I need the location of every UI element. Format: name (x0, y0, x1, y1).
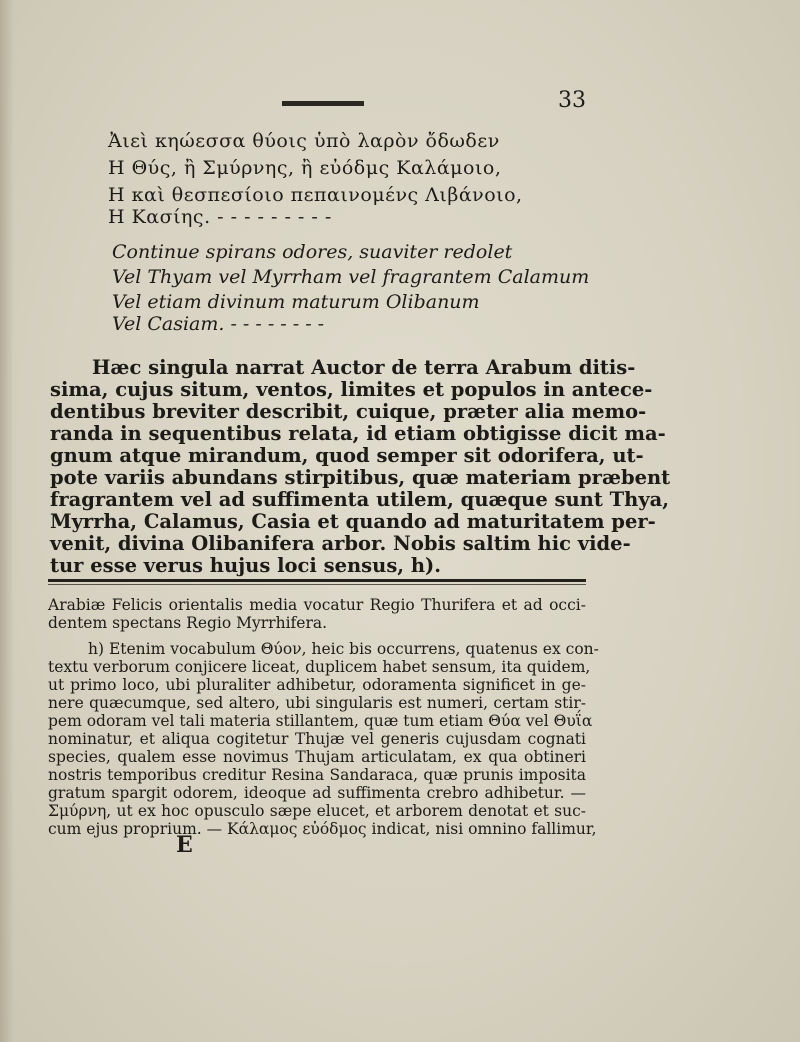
footnote-line: h) Etenim vocabulum Θύον, heic bis occurrens, quatenus ex con- (88, 640, 599, 658)
greek-verse-line: Ἀιεὶ κηώεσσα θύοις ὑπὸ λαρὸν ὄδωδεν (108, 130, 500, 152)
footnote-line: species, qualem esse novimus Thujam articulatam, ex qua obtineri (48, 748, 586, 766)
greek-verse-line: Η καὶ θεσπεσίοιο πεπαινομένς Λιβάνοιο, (108, 184, 523, 206)
body-text-line: Hæc singula narrat Auctor de terra Arabum ditis- (92, 356, 636, 379)
footnote-line: Arabiæ Felicis orientalis media vocatur Regio Thurifera et ad occi- (48, 596, 586, 614)
footnote-line: nominatur, et aliqua cogitetur Thujæ vel generis cujusdam cognati (48, 730, 586, 748)
body-text-line: sima, cujus situm, ventos, limites et populos in antece- (50, 378, 653, 401)
footnote-line: ut primo loco, ubi pluraliter adhibetur, odoramenta significet in ge- (48, 676, 586, 694)
body-text-line: Myrrha, Calamus, Casia et quando ad maturitatem per- (50, 510, 656, 533)
latin-translation-line: Vel Thyam vel Myrrham vel fragrantem Calamum (112, 266, 590, 288)
page-number: 33 (558, 88, 586, 113)
body-text-line: pote variis abundans stirpitibus, quæ materiam præbent (50, 466, 671, 489)
body-text-line: tur esse verus hujus loci sensus, h). (50, 554, 442, 577)
footnote-separator (48, 579, 586, 582)
footnote-line: nere quæcumque, sed altero, ubi singularis est numeri, certam stir- (48, 694, 586, 712)
greek-verse-line: Η Κασίης. - - - - - - - - - (108, 206, 332, 228)
header-rule (282, 101, 364, 106)
footnote-line: textu verborum conjicere liceat, duplicem habet sensum, ita quidem, (48, 658, 591, 676)
footnote-line: cum ejus proprium. — Κάλαμος εὐόδμος indicat, nisi omnino fallimur, (48, 820, 597, 838)
footnote-line: pem odoram vel tali materia stillantem, quæ tum etiam Θύα vel Θυΐα (48, 712, 593, 730)
greek-verse-line: Η Θύς, ἢ Σμύρνης, ἢ εὐόδμς Καλάμοιο, (108, 157, 502, 179)
body-text-line: dentibus breviter describit, cuique, præter alia memo- (50, 400, 647, 423)
body-text-line: venit, divina Olibanifera arbor. Nobis saltim hic vide- (50, 532, 631, 555)
footnote-line: nostris temporibus creditur Resina Sandaraca, quæ prunis imposita (48, 766, 586, 784)
footnote-line: Σμύρνη, ut ex hoc opusculo sæpe elucet, et arborem denotat et suc- (48, 802, 586, 820)
body-text-line: fragrantem vel ad suffimenta utilem, quæque sunt Thya, (50, 488, 670, 511)
latin-translation-line: Vel etiam divinum maturum Olibanum (112, 291, 480, 313)
latin-translation-line: Vel Casiam. - - - - - - - - (112, 313, 325, 335)
signature-mark: E (176, 832, 193, 858)
body-text-line: gnum atque mirandum, quod semper sit odorifera, ut- (50, 444, 644, 467)
latin-translation-line: Continue spirans odores, suaviter redolet (112, 241, 513, 263)
footnote-line: gratum spargit odorem, ideoque ad suffimenta crebro adhibetur. — (48, 784, 586, 802)
footnote-line: dentem spectans Regio Myrrhifera. (48, 614, 328, 632)
body-text-line: randa in sequentibus relata, id etiam obtigisse dicit ma- (50, 422, 666, 445)
